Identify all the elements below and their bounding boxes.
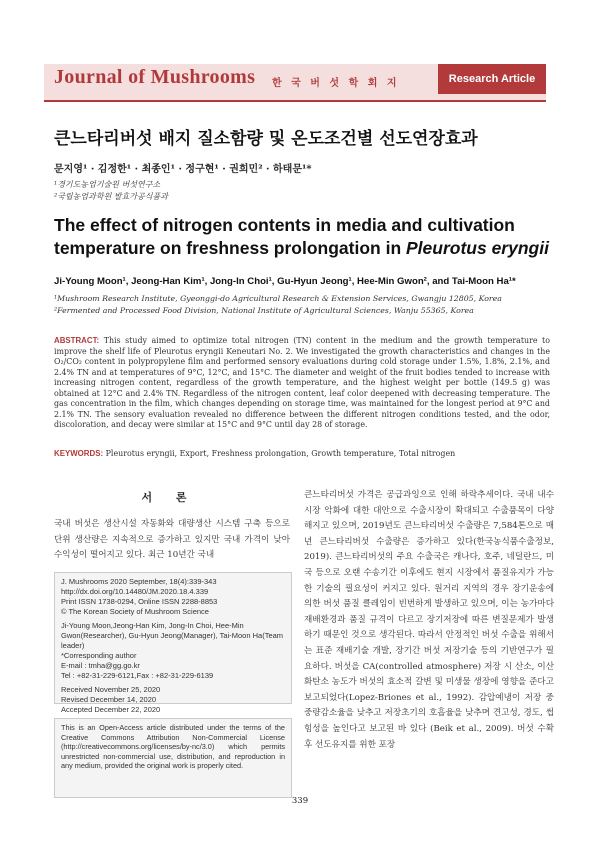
keywords xyxy=(54,449,550,458)
english-affiliation-2: ²Fermented and Processed Food Division, National Institute of Agricultural Sciences, Wanju 55365, Korea xyxy=(54,306,474,315)
header-rule xyxy=(44,100,546,102)
open-access-box xyxy=(54,718,292,798)
keywords-label: KEYWORDS: xyxy=(54,449,104,458)
korean-authors: 문지영¹ · 김정한¹ · 최종인¹ · 정구현¹ · 권희민² · 하태문¹* xyxy=(54,164,312,175)
article-info-line: J. Mushrooms 2020 September, 18(4):339-343 xyxy=(61,577,217,586)
abstract-text: This study aimed to optimize total nitrogen (TN) content in the medium and the growth temperature to improve the shelf life of Pleurotus eryngii Keneutari No. 2. We investigated the growth characteristics and changes in the O₂/CO₂ content in polypropylene film and performed sensory evaluations during cold storage under 1.5%, 1.8%, 2.1%, and 2.4% TN and at temperatures of 9°C, 12°C, and 15°C. The diameter and weight of the fruit bodies tended to increase with increasing nitrogen content, regardless of the growth temperature, and the highest weight per bottle (149.5 g) was obtained at 12°C and 2.4% TN. Regardless of the nitrogen content, leaf color deepened with decreasing temperature. The gas concentration in the film, which changes depending on storage time, was maintained for the longest period at 9°C and 2.1% TN. The sensory evaluation revealed no difference between the different nitrogen conditions tested, and the odor, discoloration, and decay were similar at 15°C and 9°C until day 28 of storage. xyxy=(54,336,550,429)
article-info-line: Accepted December 22, 2020 xyxy=(61,705,161,714)
article-info-line: leader) xyxy=(61,641,85,650)
english-title xyxy=(54,214,554,260)
english-title-line-1: The effect of nitrogen contents in media and cultivation xyxy=(54,215,515,235)
article-info-line: Received November 25, 2020 xyxy=(61,685,161,694)
article-info-line: *Corresponding author xyxy=(61,651,137,660)
english-affiliation-1: ¹Mushroom Research Institute, Gyeonggi-do Agricultural Research & Extension Services, Gwangju 12805, Korea xyxy=(54,294,502,303)
introduction-text: 국내 버섯은 생산시설 자동화와 대량생산 시스템 구축 등으로 단위 생산량은 지속적으로 증가하고 있지만 국내 가격이 낮아 수익성이 떨어지고 있다. 최근 10년간 국내 xyxy=(54,519,290,561)
research-article-badge: Research Article xyxy=(438,64,546,94)
article-info-line: http://dx.doi.org/10.14480/JM.2020.18.4.339 xyxy=(61,587,209,596)
keywords-text: Pleurotus eryngii, Export, Freshness prolongation, Growth temperature, Total nitrogen xyxy=(105,449,456,458)
english-authors: Ji-Young Moon¹, Jeong-Han Kim¹, Jong-In Choi¹, Gu-Hyun Jeong¹, Hee-Min Gwon², and Tai-Moon Ha¹* xyxy=(54,276,516,287)
journal-title: Journal of Mushrooms xyxy=(54,66,256,88)
article-info-lines xyxy=(61,577,283,715)
abstract xyxy=(54,336,550,431)
article-info-line: © The Korean Society of Mushroom Science xyxy=(61,607,209,616)
korean-title: 큰느타리버섯 배지 질소함량 및 온도조건별 선도연장효과 xyxy=(54,129,478,149)
open-access-text: This is an Open-Access article distributed under the terms of the Creative Commons Attribution Non-Commercial License (http://creativecommons.org/licenses/by-nc/3.0) which permits unrestricted non-commercial use, distribution, and reproduction in any medium, provided the original work is properly cited. xyxy=(61,723,285,770)
page-number: 339 xyxy=(291,796,309,806)
species-name: Pleurotus eryngii xyxy=(406,238,549,258)
article-info-box xyxy=(54,572,292,714)
article-info-line: Tel : +82-31-229-6121,Fax : +82-31-229-6139 xyxy=(61,671,214,680)
right-column-text: 큰느타리버섯 가격은 공급과잉으로 인해 하락추세이다. 국내 내수시장 악화에 대한 대안으로 수출시장이 확대되고 수출품목이 다양해지고 있으며, 2019년도 큰느타리버섯 수출량은 7,584톤으로 매년 큰느타리버섯 수출량은 증가하고 있다(한국농식품수출정보, 2019). 큰느타리버섯의 주요 수출국은 캐나다, 호주, 네덜란드, 미국 등으로 오랜 수송기간 이후에도 현지 시장에서 품질유지가 가능한 기술의 필요성이 커지고 있다. 원거리 지역의 경우 장기운송에 의한 버섯 품질 클레임이 빈번하게 발생하고 있으며, 이는 농가마다 재배환경과 품질 규격이 다르고 장기저장에 따른 변질문제가 발생하기 때문인 것으로 생각된다. 따라서 안정적인 버섯 수출을 위해서는 표준 재배기술 개발, 장기간 버섯 저장기술 등의 기반연구가 필요하다. 버섯을 CA(controlled atmosphere) 저장 시 산소, 이산화탄소 농도가 버섯의 효소적 갈변 및 미생물 생장에 영향을 준다고 보고되었다(Lopez-Briones et al., 1992). 감압예냉이 저장 중 중량감소율을 낮추고 저장초기의 호흡율을 낮추며 견고성, 경도, 썹힘성을 높인다고 보고된 바 있다 (Beik et al., 2009). 버섯 수확 후 선도유지를 위한 포장 xyxy=(304,490,554,750)
article-info-line: Gwon(Researcher), Gu-Hyun Jeong(Manager), Tai-Moon Ha(Team xyxy=(61,631,284,640)
article-info-line: Print ISSN 1738-0294, Online ISSN 2288-8853 xyxy=(61,597,218,606)
article-info-line: Revised December 14, 2020 xyxy=(61,695,157,704)
korean-affiliation-1: ¹경기도농업기술원 버섯연구소 xyxy=(54,180,161,189)
korean-affiliation-2: ²국립농업과학원 발효가공식품과 xyxy=(54,192,168,201)
journal-title-korean: 한 국 버 섯 학 회 지 xyxy=(272,78,400,89)
article-info-line: E-mail : tmha@gg.go.kr xyxy=(61,661,140,670)
abstract-label: ABSTRACT: xyxy=(54,336,100,345)
english-title-line-2: temperature on freshness prolongation in Pleurotus eryngii xyxy=(54,238,549,258)
section-heading-introduction: 서 론 xyxy=(141,491,197,504)
article-info-line: Ji-Young Moon,Jeong-Han Kim, Jong-In Choi, Hee-Min xyxy=(61,621,244,630)
